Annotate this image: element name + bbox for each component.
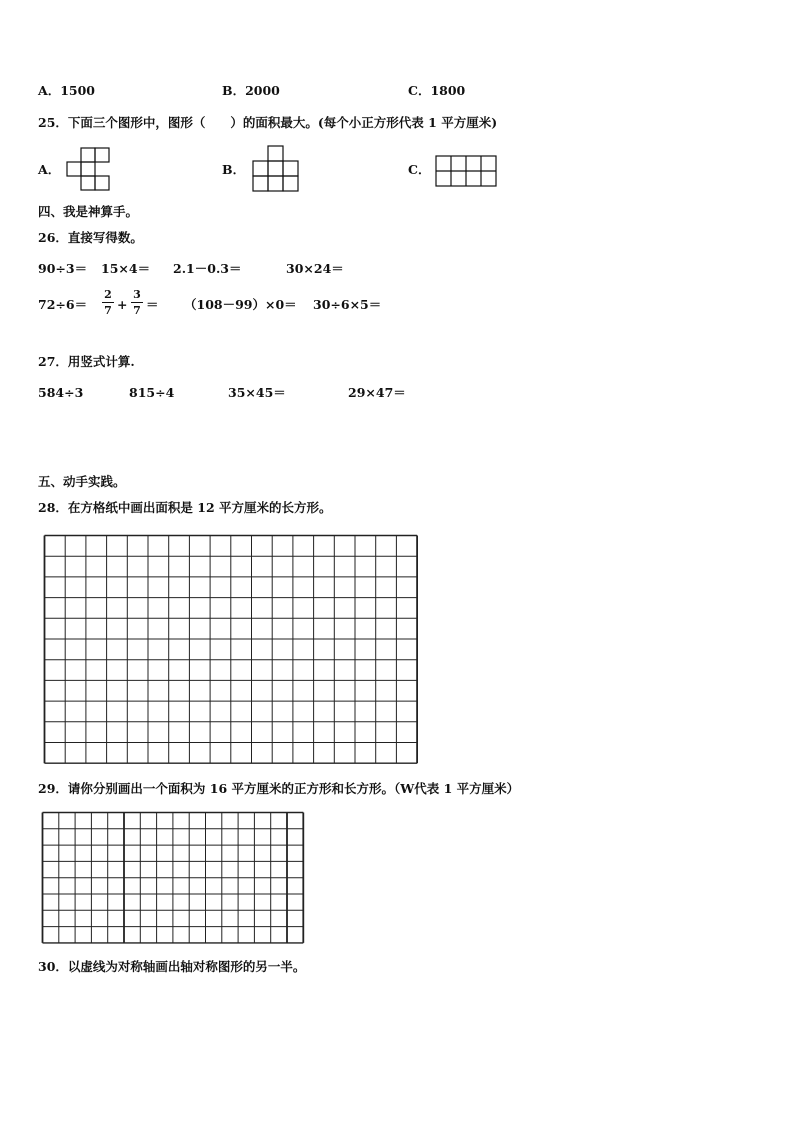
q25-option-c-label: C． xyxy=(408,162,431,177)
q27-text: 27．用竖式计算. xyxy=(38,354,135,369)
fraction-2-7 xyxy=(102,288,114,317)
q26-expr-7: （108－99）×0＝ xyxy=(184,297,297,312)
plus-sign: + xyxy=(117,297,128,312)
q26-expr-3: 2.1－0.3＝ xyxy=(173,261,242,276)
option-b-value: 2000 xyxy=(245,83,280,98)
option-c xyxy=(408,83,465,99)
fraction-numerator: 2 xyxy=(104,288,112,301)
q25-option-b-label: B． xyxy=(222,162,246,177)
option-a-label: A． xyxy=(38,83,61,98)
option-b xyxy=(222,83,280,99)
q29-text: 29．请你分别画出一个面积为 16 平方厘米的正方形和长方形。（W代表 1 平方厘米） xyxy=(38,781,520,796)
q27-item-1: 584÷3 xyxy=(38,385,84,400)
q26-expr-8: 30÷6×5＝ xyxy=(313,297,382,312)
option-c-label: C． xyxy=(408,83,431,98)
q26-expr-5: 72÷6＝ xyxy=(38,297,88,312)
option-b-label: B． xyxy=(222,83,246,98)
section5-title: 五、动手实践。 xyxy=(38,474,126,489)
q25-figure-a xyxy=(66,148,110,192)
option-a-value: 1500 xyxy=(60,83,95,98)
fraction-3-7 xyxy=(131,288,143,317)
q27-item-3: 35×45＝ xyxy=(228,385,286,400)
q26-text: 26．直接写得数。 xyxy=(38,230,143,245)
section4-title: 四、我是神算手。 xyxy=(38,204,139,219)
q26-expr-2: 15×4＝ xyxy=(101,261,151,276)
q27-item-4: 29×47＝ xyxy=(348,385,406,400)
q25-text: 25．下面三个图形中，图形（ ）的面积最大。(每个小正方形代表 1 平方厘米) xyxy=(38,115,498,130)
equals-sign: ＝ xyxy=(146,297,159,312)
fraction-denominator: 7 xyxy=(104,304,112,317)
q29-grid-paper[interactable] xyxy=(42,812,304,943)
q26-expr-4: 30×24＝ xyxy=(286,261,344,276)
option-a xyxy=(38,83,95,99)
q25-option-a-label: A． xyxy=(38,162,61,177)
q30-text: 30．以虚线为对称轴画出轴对称图形的另一半。 xyxy=(38,959,306,974)
q25-figure-b xyxy=(253,146,299,192)
option-c-value: 1800 xyxy=(430,83,466,98)
q26-expr-1: 90÷3＝ xyxy=(38,261,88,276)
fraction-denominator: 7 xyxy=(133,304,141,317)
q25-figure-c xyxy=(435,155,497,187)
q28-text: 28．在方格纸中画出面积是 12 平方厘米的长方形。 xyxy=(38,500,332,515)
fraction-numerator: 3 xyxy=(133,288,141,301)
q28-grid-paper[interactable] xyxy=(44,535,418,764)
q27-item-2: 815÷4 xyxy=(129,385,175,400)
